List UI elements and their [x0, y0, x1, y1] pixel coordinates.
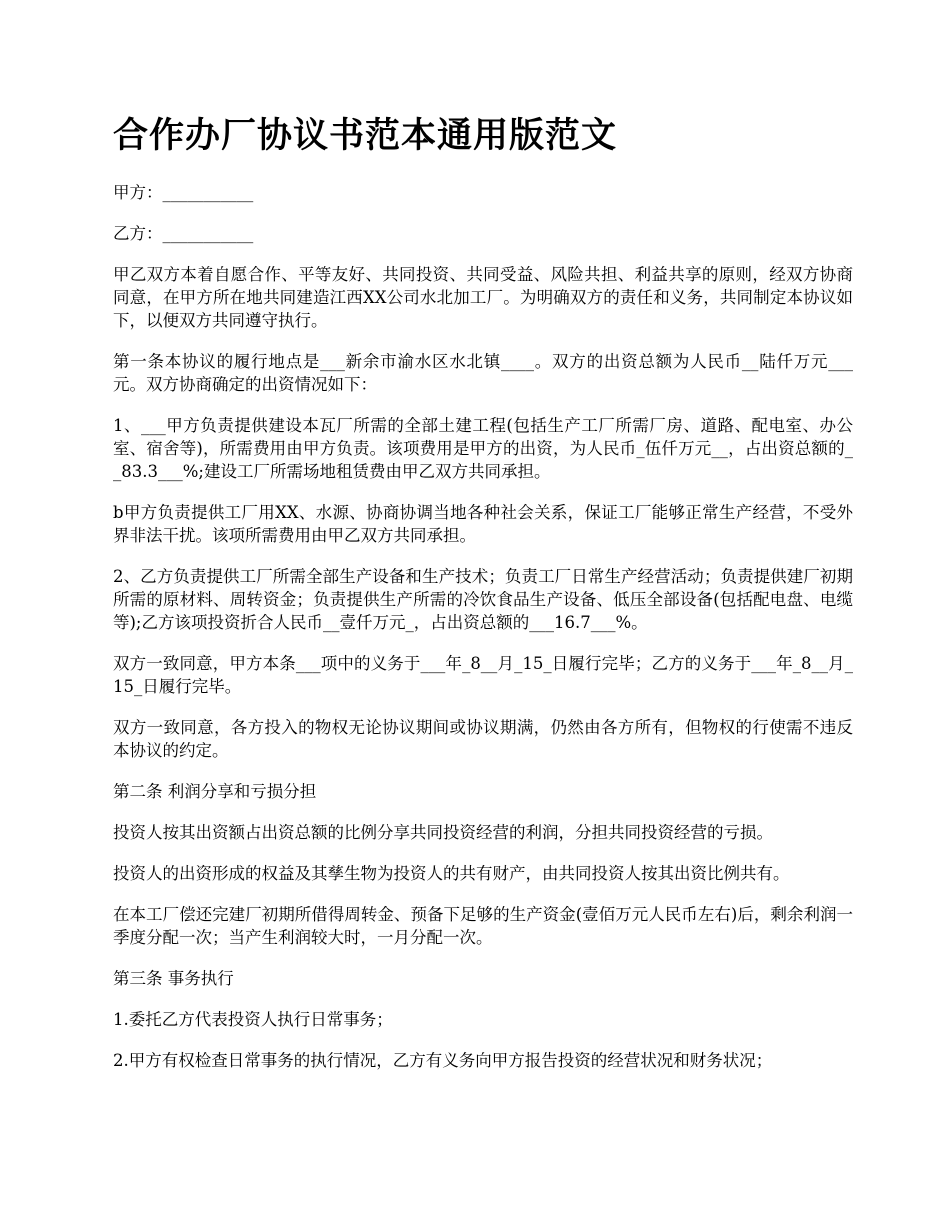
- article-2-equity-paragraph: 投资人的出资形成的权益及其孳生物为投资人的共有财产，由共同投资人按其出资比例共有。: [113, 864, 790, 883]
- article-2-distribution-paragraph: 在本工厂偿还完建厂初期所借得周转金、预备下足够的生产资金(壹佰万元人民币左右)后，剩余利润一季度分配一次；当产生利润较大时，一月分配一次。: [113, 905, 853, 947]
- article-2-profit-paragraph: 投资人按其出资额占出资总额的比例分享共同投资经营的利润，分担共同投资经营的亏损。: [113, 823, 773, 842]
- article-3-item-2: 2.甲方有权检查日常事务的执行情况，乙方有义务向甲方报告投资的经营状况和财务状况；: [113, 1051, 773, 1070]
- article-2-heading: 第二条 利润分享和亏损分担: [113, 782, 317, 801]
- party-a-line: 甲方：___________: [113, 183, 254, 202]
- article-1-paragraph: 第一条本协议的履行地点是___新余市渝水区水北镇____。双方的出资总额为人民币__陆仟万元___元。双方协商确定的出资情况如下：: [113, 352, 853, 394]
- article-1-item-2: 2、乙方负责提供工厂所需全部生产设备和生产技术；负责工厂日常生产经营活动；负责提供建厂初期所需的原材料、周转资金；负责提供生产所需的冷饮食品生产设备、低压全部设备(包括配电盘、电缆等);乙方该项投资折合人民币__壹仟万元_，占出资总额的___16.7___%。: [113, 567, 853, 632]
- document-page: [113, 112, 853, 1090]
- document-title: 合作办厂协议书范本通用版范文: [113, 115, 618, 156]
- article-1-property-paragraph: 双方一致同意，各方投入的物权无论协议期间或协议期满，仍然由各方所有，但物权的行使需不违反本协议的约定。: [113, 718, 853, 760]
- article-3-heading: 第三条 事务执行: [113, 969, 234, 988]
- article-1-deadline-paragraph: 双方一致同意，甲方本条___项中的义务于___年_8__月_15_日履行完毕；乙方的义务于___年_8__月_15_日履行完毕。: [113, 654, 853, 696]
- article-1-item-b: b甲方负责提供工厂用XX、水源、协商协调当地各种社会关系，保证工厂能够正常生产经营，不受外界非法干扰。该项所需费用由甲乙双方共同承担。: [113, 503, 853, 545]
- article-3-item-1: 1.委托乙方代表投资人执行日常事务；: [113, 1010, 393, 1029]
- party-b-line: 乙方：___________: [113, 224, 254, 243]
- article-1-item-1: 1、___甲方负责提供建设本瓦厂所需的全部土建工程(包括生产工厂所需厂房、道路、配电室、办公室、宿舍等)，所需费用由甲方负责。该项费用是甲方的出资，为人民币_伍仟万元__，占出资总额的__83.3___%;建设工厂所需场地租赁费由甲乙双方共同承担。: [113, 416, 853, 481]
- preamble-paragraph: 甲乙双方本着自愿合作、平等友好、共同投资、共同受益、风险共担、利益共享的原则，经双方协商同意，在甲方所在地共同建造江西XX公司水北加工厂。为明确双方的责任和义务，共同制定本协议如下，以便双方共同遵守执行。: [113, 265, 853, 330]
